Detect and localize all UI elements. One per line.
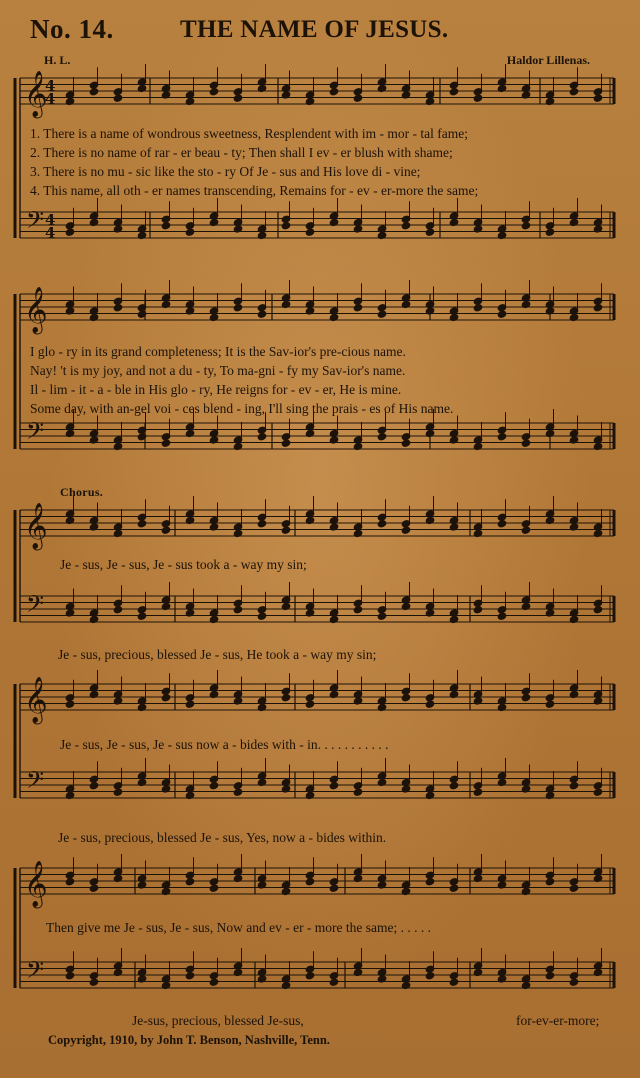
verse-4-line-2: Some day, with an-gel voi - ces blend - ing, I'll sing the prais - es of His name. [30,401,454,416]
chorus-lyric-3-bass-end: for-ev-er-more; [516,1013,600,1028]
treble-clef-icon: 𝄞 [24,861,48,907]
svg-text:4: 4 [45,211,56,229]
bass-clef-icon: 𝄢 [26,766,45,799]
verse-2-line-2: Nay! 't is my joy, and not a du - ty, To ma-gni - fy my Sav-ior's name. [30,363,406,378]
chorus-lyric-2-bass: Je - sus, precious, blessed Je - sus, Yes, now a - bides within. [58,830,387,845]
time-signature-icon: 4 [45,77,56,95]
treble-clef-icon: 𝄞 [24,503,48,549]
chorus-label: Chorus. [60,485,104,499]
verse-4-line-1: 4. This name, all oth - er names transcending, Remains for - ev - er-more the same; [30,183,479,198]
verse-3-line-1: 3. There is no mu - sic like the sto - ry Of Je - sus and His love di - vine; [30,164,421,179]
verse-1-line-2: I glo - ry in its grand completeness; It is the Sav-ior's pre-cious name. [30,344,406,359]
treble-clef-icon: 𝄞 [24,71,48,117]
hymn-number: No. 14. [30,14,114,44]
verse-3-line-2: Il - lim - it - a - ble in His glo - ry, He reigns for - ev - er, He is mine. [30,382,402,397]
verse-2-line-1: 2. There is no name of rar - er beau - ty; Then shall I ev - er blush with shame; [30,145,453,160]
chorus-lyric-1-treble: Je - sus, Je - sus, Je - sus took a - way my sin; [60,557,307,572]
hymn-title: THE NAME OF JESUS. [180,16,449,43]
bass-clef-icon: 𝄢 [26,417,45,450]
music-credit: Haldor Lillenas. [506,53,590,67]
verse-1-line-1: 1. There is a name of wondrous sweetness, Resplendent with im - mor - tal fame; [30,126,469,141]
treble-clef-icon: 𝄞 [24,287,48,333]
svg-text:4: 4 [45,224,56,242]
chorus-lyric-3-treble: Then give me Je - sus, Je - sus, Now and ev - er - more the same; . . . . . [46,920,432,935]
svg-text:4: 4 [45,90,56,108]
chorus-lyric-3-bass: Je-sus, precious, blessed Je-sus, [132,1013,304,1028]
chorus-lyric-1-bass: Je - sus, precious, blessed Je - sus, He took a - way my sin; [58,647,377,662]
treble-clef-icon: 𝄞 [24,677,48,723]
bass-clef-icon: 𝄢 [26,590,45,623]
chorus-lyric-2-treble: Je - sus, Je - sus, Je - sus now a - bides with - in. . . . . . . . . . . [60,737,389,752]
words-credit: H. L. [44,53,71,67]
bass-clef-icon: 𝄢 [26,956,45,989]
copyright-notice: Copyright, 1910, by John T. Benson, Nashville, Tenn. [48,1033,330,1047]
bass-clef-icon: 𝄢 [26,206,45,239]
